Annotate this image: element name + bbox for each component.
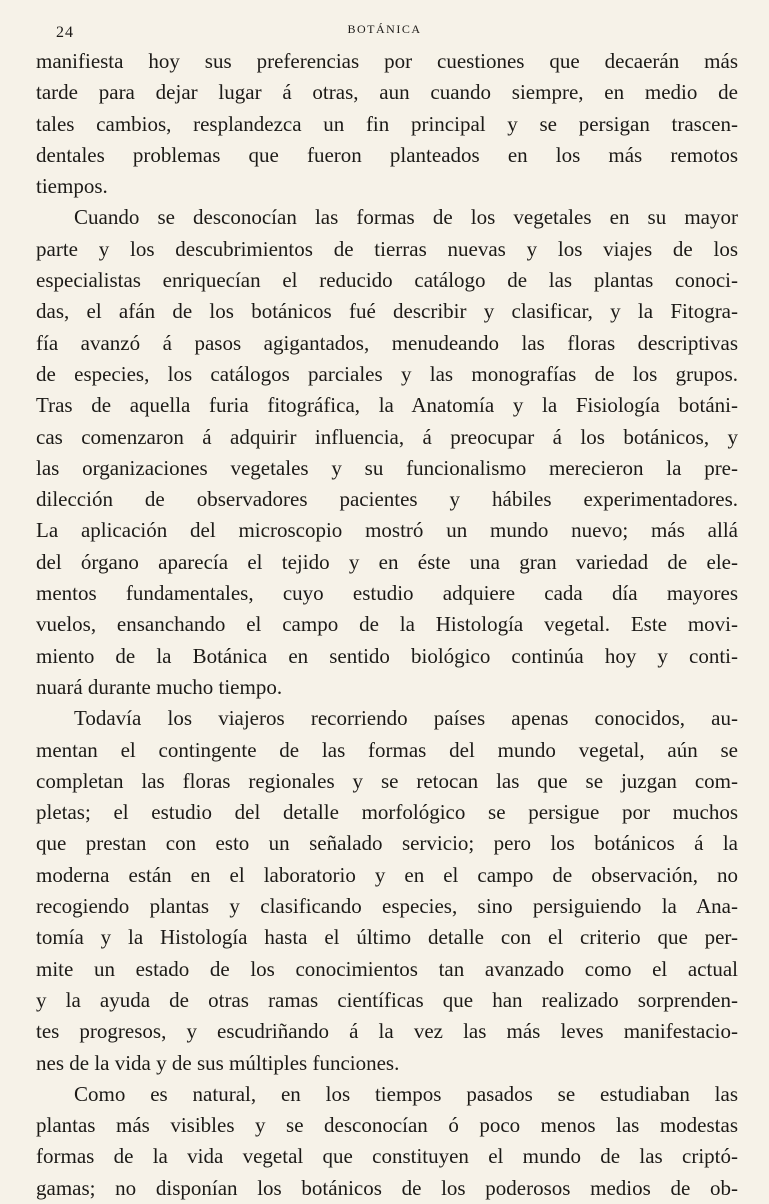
text-line: miento de la Botánica en sentido biológico continúa hoy y conti- — [36, 643, 738, 668]
running-head — [0, 20, 769, 44]
text-line: nuará durante mucho tiempo. — [36, 674, 283, 699]
text-line: del órgano aparecía el tejido y en éste una gran variedad de ele- — [36, 549, 738, 574]
text-line: y la ayuda de otras ramas científicas que han realizado sorprenden- — [36, 987, 738, 1012]
text-line: tomía y la Histología hasta el último detalle con el criterio que per- — [36, 925, 738, 950]
text-line: tiempos. — [36, 174, 108, 199]
text-line: Como es natural, en los tiempos pasados se estudiaban las — [74, 1081, 738, 1106]
text-line: Cuando se desconocían las formas de los vegetales en su mayor — [74, 205, 738, 230]
text-line: cas comenzaron á adquirir influencia, á preocupar á los botánicos, y — [36, 424, 738, 449]
text-line: tarde para dejar lugar á otras, aun cuando siempre, en medio de — [36, 80, 738, 105]
text-line: fía avanzó á pasos agigantados, menudeando las floras descriptivas — [36, 330, 738, 355]
text-line: gamas; no disponían los botánicos de los poderosos medios de ob- — [36, 1175, 738, 1200]
text-line: especialistas enriquecían el reducido catálogo de las plantas conoci- — [36, 268, 738, 293]
text-line: La aplicación del microscopio mostró un mundo nuevo; más allá — [36, 518, 738, 543]
text-line: dentales problemas que fueron planteados en los más remotos — [36, 142, 738, 167]
text-line: plantas más visibles y se desconocían ó poco menos las modestas — [36, 1113, 738, 1138]
text-line: mentan el contingente de las formas del mundo vegetal, aún se — [36, 737, 738, 762]
text-line: pletas; el estudio del detalle morfológico se persigue por muchos — [36, 800, 738, 825]
text-line: dilección de observadores pacientes y hábiles experimentadores. — [36, 487, 738, 512]
text-line: Todavía los viajeros recorriendo países apenas conocidos, au- — [74, 706, 738, 731]
text-line: formas de la vida vegetal que constituyen el mundo de las criptó- — [36, 1144, 738, 1169]
body-text — [36, 46, 738, 1204]
text-line: recogiendo plantas y clasificando especies, sino persiguiendo la Ana- — [36, 894, 738, 919]
text-line: que prestan con esto un señalado servicio; pero los botánicos á la — [36, 831, 738, 856]
text-line: manifiesta hoy sus preferencias por cuestiones que decaerán más — [36, 49, 738, 73]
text-line: parte y los descubrimientos de tierras nuevas y los viajes de los — [36, 236, 738, 261]
text-line: nes de la vida y de sus múltiples funciones. — [36, 1050, 400, 1075]
text-line: tes progresos, y escudriñando á la vez las más leves manifestacio- — [36, 1019, 738, 1044]
text-line: Tras de aquella furia fitográfica, la Anatomía y la Fisiología botáni- — [36, 393, 738, 418]
text-line: tales cambios, resplandezca un fin principal y se persigan trascen- — [36, 111, 738, 136]
text-line: las organizaciones vegetales y su funcionalismo merecieron la pre- — [36, 455, 738, 480]
text-line: das, el afán de los botánicos fué describir y clasificar, y la Fitogra- — [36, 299, 738, 324]
text-line: vuelos, ensanchando el campo de la Histología vegetal. Este movi- — [36, 612, 738, 637]
text-line: moderna están en el laboratorio y en el campo de observación, no — [36, 862, 738, 887]
text-line: mite un estado de los conocimientos tan avanzado como el actual — [36, 956, 738, 981]
text-line: mentos fundamentales, cuyo estudio adquiere cada día mayores — [36, 581, 738, 606]
text-line: de especies, los catálogos parciales y las monografías de los grupos. — [36, 361, 738, 386]
running-head-title: BOTÁNICA — [347, 22, 422, 36]
text-line: completan las floras regionales y se retocan las que se juzgan com- — [36, 768, 738, 793]
page-number: 24 — [56, 24, 74, 41]
